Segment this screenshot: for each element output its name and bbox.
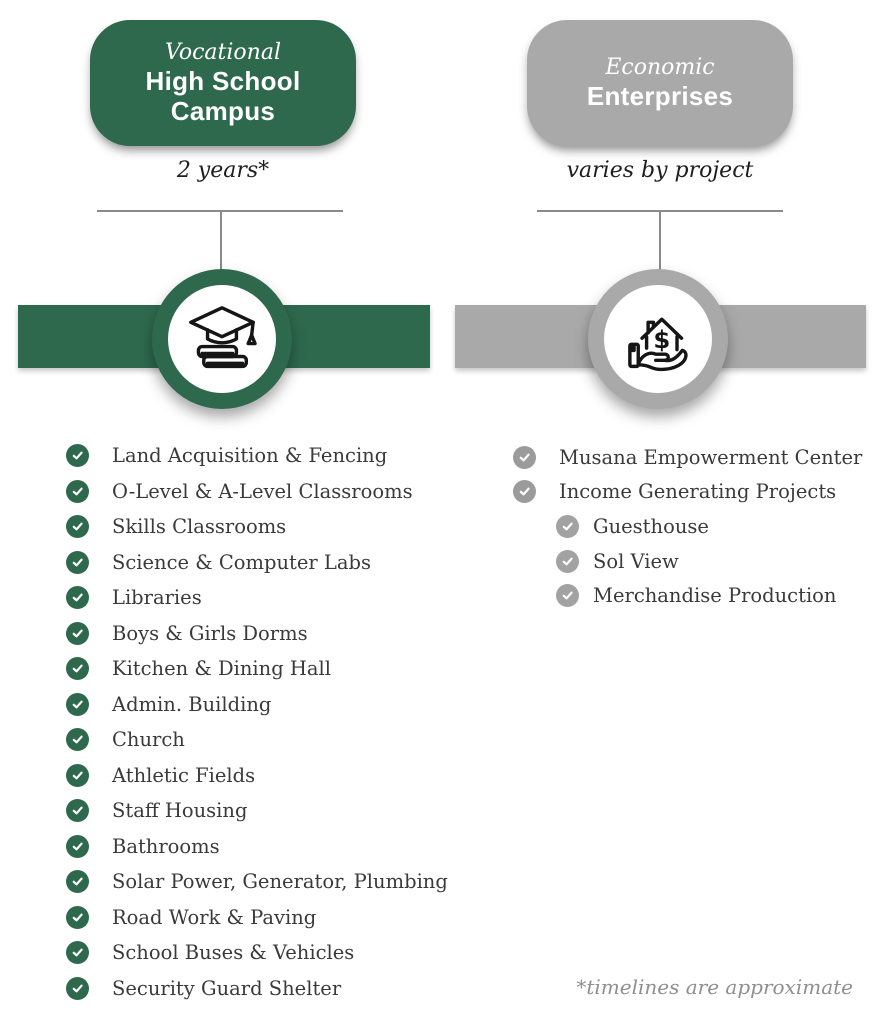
vocational-campus-badge xyxy=(90,20,356,146)
checklist-subitem xyxy=(556,578,862,613)
checklist-subitem xyxy=(556,509,862,544)
checklist-item-label: Science & Computer Labs xyxy=(112,550,371,574)
left-connector-vertical-line xyxy=(220,210,222,272)
check-icon xyxy=(66,622,89,645)
check-icon xyxy=(556,515,579,538)
checklist-item-label: Athletic Fields xyxy=(112,763,256,787)
checklist-item xyxy=(66,651,448,687)
checklist-item xyxy=(66,758,448,794)
checklist-item-label: Land Acquisition & Fencing xyxy=(112,444,388,468)
checklist-item xyxy=(66,509,448,545)
right-milestone-circle xyxy=(588,269,728,409)
check-icon xyxy=(66,657,89,680)
badge-subtitle: Economic xyxy=(605,55,715,81)
checklist-item xyxy=(513,475,862,510)
checklist-item-label: Solar Power, Generator, Plumbing xyxy=(112,870,448,894)
checklist-item-label: Kitchen & Dining Hall xyxy=(112,657,331,681)
economic-enterprises-checklist xyxy=(513,440,862,613)
check-icon xyxy=(556,550,579,573)
checklist-item xyxy=(66,616,448,652)
checklist-item-label: Libraries xyxy=(112,586,202,610)
checklist-item-label: Musana Empowerment Center xyxy=(559,445,863,469)
vocational-campus-checklist xyxy=(66,438,448,1006)
badge-subtitle: Vocational xyxy=(165,40,281,66)
check-icon xyxy=(556,584,579,607)
badge-title: High School Campus xyxy=(145,65,301,126)
checklist-item-label: Security Guard Shelter xyxy=(112,976,342,1000)
check-icon xyxy=(66,444,89,467)
checklist-item xyxy=(66,900,448,936)
badge-title: Enterprises xyxy=(586,80,734,111)
checklist-item-label: Church xyxy=(112,728,185,752)
checklist-item-label: Admin. Building xyxy=(112,692,272,716)
checklist-item xyxy=(66,438,448,474)
left-milestone-circle xyxy=(152,269,292,409)
check-icon xyxy=(513,446,536,469)
check-icon xyxy=(66,835,89,858)
check-icon xyxy=(66,551,89,574)
check-icon xyxy=(66,941,89,964)
left-milestone-circle-inner xyxy=(168,285,276,393)
check-icon xyxy=(66,906,89,929)
checklist-item-label: Skills Classrooms xyxy=(112,515,287,539)
checklist-item xyxy=(66,474,448,510)
house-dollar-hand-icon xyxy=(620,301,696,377)
economic-enterprises-badge xyxy=(527,20,793,146)
checklist-item xyxy=(66,722,448,758)
checklist-item-label: Staff Housing xyxy=(112,799,248,823)
checklist-subitem-label: Merchandise Production xyxy=(593,584,837,608)
checklist-item-label: Road Work & Paving xyxy=(112,905,317,929)
check-icon xyxy=(66,799,89,822)
checklist-item-label: Boys & Girls Dorms xyxy=(112,621,308,645)
checklist-item-label: Income Generating Projects xyxy=(559,480,837,504)
right-connector-vertical-line xyxy=(659,210,661,272)
check-icon xyxy=(66,870,89,893)
right-milestone-circle-inner xyxy=(604,285,712,393)
left-duration-label: 2 years* xyxy=(176,158,270,183)
check-icon xyxy=(66,480,89,503)
checklist-item-label: School Buses & Vehicles xyxy=(112,941,355,965)
svg-text:$: $ xyxy=(653,325,671,355)
check-icon xyxy=(66,693,89,716)
check-icon xyxy=(66,977,89,1000)
checklist-subitem-label: Sol View xyxy=(593,549,679,573)
check-icon xyxy=(66,515,89,538)
checklist-item xyxy=(66,829,448,865)
check-icon xyxy=(66,586,89,609)
checklist-item xyxy=(513,440,862,475)
checklist-item xyxy=(66,580,448,616)
checklist-item xyxy=(66,935,448,971)
checklist-subitem xyxy=(556,544,862,579)
checklist-item xyxy=(66,687,448,723)
check-icon xyxy=(66,728,89,751)
checklist-item xyxy=(66,864,448,900)
timelines-footnote: *timelines are approximate xyxy=(576,975,853,999)
checklist-item xyxy=(66,971,448,1007)
right-duration-label: varies by project xyxy=(566,158,754,183)
checklist-item-label: Bathrooms xyxy=(112,834,220,858)
graduation-cap-books-icon xyxy=(184,301,260,377)
checklist-item xyxy=(66,793,448,829)
check-icon xyxy=(66,764,89,787)
checklist-item-label: O-Level & A-Level Classrooms xyxy=(112,479,413,503)
checklist-subitem-label: Guesthouse xyxy=(593,514,709,538)
checklist-item xyxy=(66,545,448,581)
check-icon xyxy=(513,480,536,503)
